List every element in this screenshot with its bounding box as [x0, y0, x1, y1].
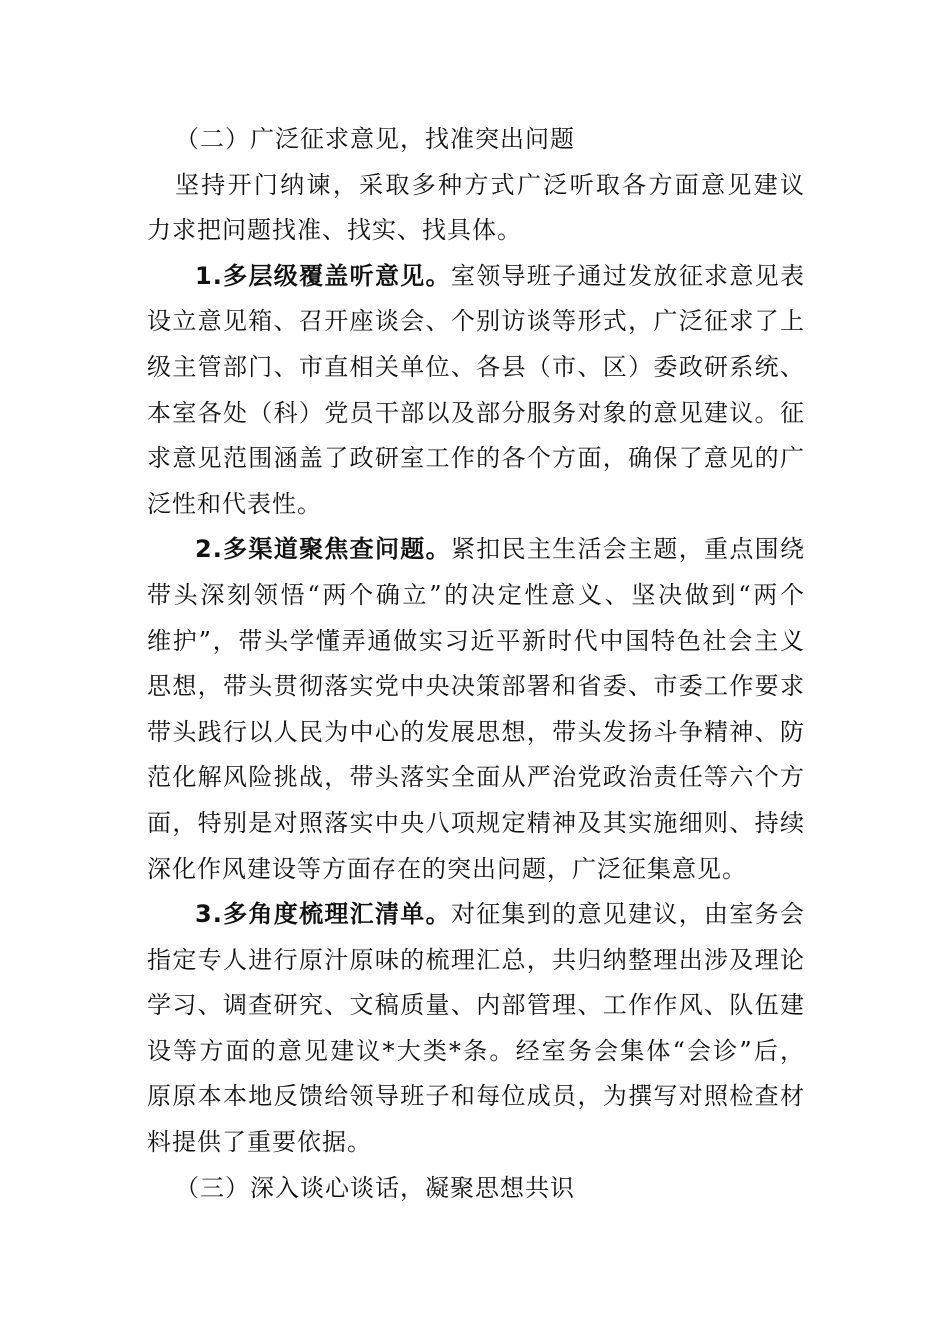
item3-text: 对征集到的意见建议，由室务会: [450, 900, 805, 929]
paragraph-line: 学习、调查研究、文稿质量、内部管理、工作作风、队伍建: [147, 991, 805, 1020]
item2-first-line: [147, 527, 805, 573]
document-body: [147, 117, 805, 1211]
paragraph-line: 面，特别是对照落实中央八项规定精神及其实施细则、持续: [147, 808, 805, 837]
paragraph-line: 求意见范围涵盖了政研室工作的各个方面，确保了意见的广: [147, 444, 805, 473]
paragraph-line: 原原本本地反馈给领导班子和每位成员，为撰写对照检查材: [147, 1082, 805, 1111]
paragraph-line: 级主管部门、市直相关单位、各县（市、区）委政研系统、: [147, 352, 805, 381]
paragraph-line: 维护”，带头学懂弄通做实习近平新时代中国特色社会主义: [147, 626, 805, 655]
item3-first-line: [147, 892, 805, 938]
item1-text: 室领导班子通过发放征求意见表: [450, 261, 805, 290]
paragraph-line: 思想，带头贯彻落实党中央决策部署和省委、市委工作要求: [147, 672, 805, 701]
paragraph-line: 设等方面的意见建议*大类*条。经室务会集体“会诊”后，: [147, 1036, 805, 1065]
section-heading-3: （三）深入谈心谈话，凝聚思想共识: [175, 1173, 575, 1202]
paragraph-line: 深化作风建设等方面存在的突出问题，广泛征集意见。: [147, 854, 747, 883]
section-heading-2: （二）广泛征求意见，找准突出问题: [175, 125, 575, 153]
item1-first-line: [147, 254, 805, 300]
paragraph-line: 泛性和代表性。: [147, 489, 322, 518]
item2-text: 紧扣民主生活会主题，重点围绕: [450, 535, 805, 564]
paragraph-line: 设立意见箱、召开座谈会、个别访谈等形式，广泛征求了上: [147, 307, 805, 336]
paragraph-line: 坚持开门纳谏，采取多种方式广泛听取各方面意见建议: [175, 170, 805, 199]
paragraph-line: 范化解风险挑战，带头落实全面从严治党政治责任等六个方: [147, 763, 805, 792]
item1-lead: 1.多层级覆盖听意见。: [195, 261, 451, 290]
item2-lead: 2.多渠道聚焦查问题。: [195, 535, 451, 564]
paragraph-line: 力求把问题找准、找实、找具体。: [147, 216, 522, 245]
paragraph-line: 指定专人进行原汁原味的梳理汇总，共归纳整理出涉及理论: [147, 945, 805, 974]
paragraph-line: 料提供了重要依据。: [147, 1128, 372, 1157]
paragraph-line: 带头深刻领悟“两个确立”的决定性意义、坚决做到“两个: [147, 580, 805, 609]
paragraph-line: 本室各处（科）党员干部以及部分服务对象的意见建议。征: [147, 398, 805, 427]
paragraph-line: 带头践行以人民为中心的发展思想，带头发扬斗争精神、防: [147, 717, 805, 746]
item3-lead: 3.多角度梳理汇清单。: [195, 900, 451, 929]
